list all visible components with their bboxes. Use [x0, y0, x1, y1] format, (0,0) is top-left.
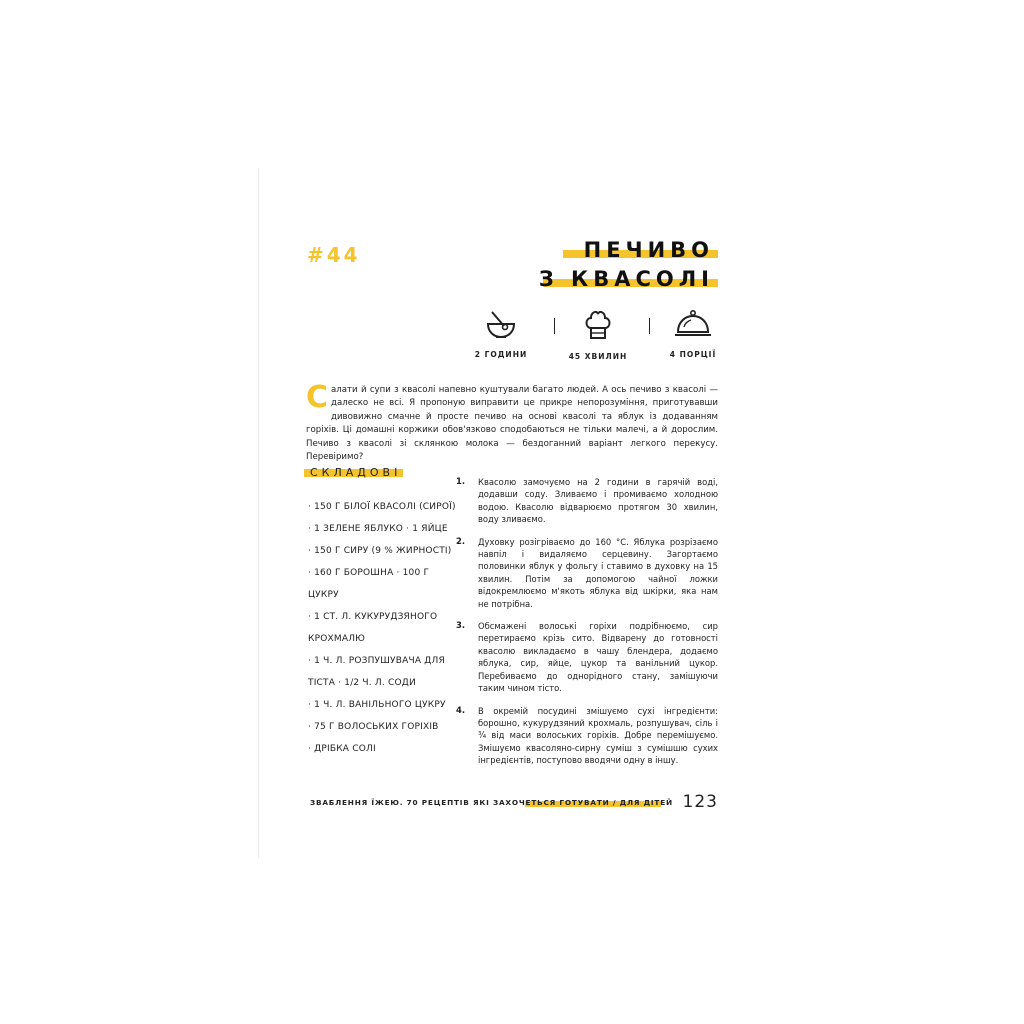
recipe-intro — [306, 380, 718, 464]
ingredient-item: · ДРІБКА СОЛІ — [308, 744, 376, 754]
meta-time-active-label: 45 ХВИЛИН — [568, 352, 628, 361]
step-number: 1. — [456, 476, 466, 486]
intro-text: алати й супи з квасолі напевно куштували багато людей. А ось печиво з квасолі — далеско не всі. Я пропоную виправити це прикре непорозуміння, приготувавши дивовижно смачне й просте печиво на основі квасолі та яблук із додаванням горіхів. Ці домашні коржики обов'язково сподобаються не тільки малечі, а й дорослим. Печиво з квасолі зі склянкою молока — бездоганний варіант легкого перекусу. Перевіримо? — [306, 385, 718, 463]
intro-dropcap: С — [306, 380, 329, 415]
meta-separator — [649, 318, 650, 334]
page-footer — [310, 794, 720, 814]
recipe-meta — [476, 308, 720, 366]
recipe-title-line-1: ПЕЧИВО — [539, 240, 714, 261]
ingredient-item: · 1 Ч. Л. ВАНІЛЬНОГО ЦУКРУ — [308, 700, 446, 710]
meta-time-total — [466, 308, 536, 359]
step-text: Духовку розігріваємо до 160 °С. Яблука розрізаємо навпіл і видаляємо серцевину. Загортаємо половинки яблук у фольгу і ставимо в духовку на 15 хвилин. Потім за допомогою чайної ложки відокремлюємо м'якоть яблука від шкірки, яка нам не потрібна. — [478, 536, 718, 609]
ingredient-item: КРОХМАЛЮ — [308, 634, 366, 644]
meta-servings-label: 4 ПОРЦІЇ — [669, 350, 717, 359]
ingredients-heading — [310, 466, 401, 479]
meta-separator — [554, 318, 555, 334]
step-text: В окремій посудині змішуємо сухі інгредієнти: борошно, кукурудзяний крохмаль, розпушувач, сіль і ¾ від маси волоських горіхів. Добре перемішуємо. Змішуємо квасоляно-сирну суміш з сумішшю сухих інгредієнтів, поступово вводячи одну в іншу. — [478, 705, 718, 766]
ingredient-item: · 150 Г СИРУ (9 % ЖИРНОСТІ) — [308, 546, 452, 556]
meta-time-active — [563, 308, 633, 361]
ingredient-item: · 1 ЗЕЛЕНЕ ЯБЛУКО · 1 ЯЙЦЕ — [308, 524, 448, 534]
step-item — [456, 476, 718, 526]
step-text: Обсмажені волоські горіхи подрібнюємо, сир перетираємо крізь сито. Відварену до готовності квасолю викладаємо в чашу блендера, додаємо яблука, сир, яйце, цукор та ванільний цукор. Перебиваємо до однорідного стану, замішуючи таким чином тісто. — [478, 621, 718, 694]
ingredient-item: · 150 Г БІЛОЇ КВАСОЛІ (СИРОЇ) — [308, 502, 456, 512]
ingredient-item: · 1 Ч. Л. РОЗПУШУВАЧА ДЛЯ — [308, 656, 445, 666]
step-item — [456, 536, 718, 610]
step-item — [456, 620, 718, 694]
step-number: 3. — [456, 620, 466, 631]
ingredient-item: · 160 Г БОРОШНА · 100 Г ЦУКРУ — [308, 568, 430, 600]
recipe-title — [539, 240, 714, 298]
ingredients-heading-text: СКЛАДОВІ — [310, 466, 402, 479]
cloche-icon — [673, 308, 713, 340]
chef-hat-icon — [583, 308, 613, 342]
ingredient-item: · 1 СТ. Л. КУКУРУДЗЯНОГО — [308, 612, 438, 622]
footer-book-title: ЗВАБЛЕННЯ ЇЖЕЮ. 70 РЕЦЕПТІВ ЯКІ ЗАХОЧЕТЬСЯ ГОТУВАТИ / ДЛЯ ДІТЕЙ — [310, 798, 673, 807]
step-text: Квасолю замочуємо на 2 години в гарячій воді, додавши соду. Зливаємо і промиваємо холодною водою. Квасолю відварюємо протягом 30 хвилин, воду зливаємо. — [478, 477, 718, 525]
meta-time-total-label: 2 ГОДИНИ — [474, 350, 528, 359]
step-number: 4. — [456, 704, 466, 715]
step-number: 2. — [456, 535, 466, 546]
step-item — [456, 705, 718, 767]
page-number: 123 — [682, 792, 718, 812]
footer-text — [310, 798, 673, 807]
steps-list — [456, 476, 718, 777]
meta-servings — [658, 308, 728, 359]
ingredients-list — [308, 496, 458, 760]
ingredient-item: · 75 Г ВОЛОСЬКИХ ГОРІХІВ — [308, 722, 439, 732]
ingredient-item: ТІСТА · 1/2 Ч. Л. СОДИ — [308, 678, 416, 688]
recipe-number: #44 — [307, 243, 361, 267]
recipe-title-line-2: З КВАСОЛІ — [538, 267, 714, 291]
mixing-bowl-icon — [484, 308, 518, 340]
